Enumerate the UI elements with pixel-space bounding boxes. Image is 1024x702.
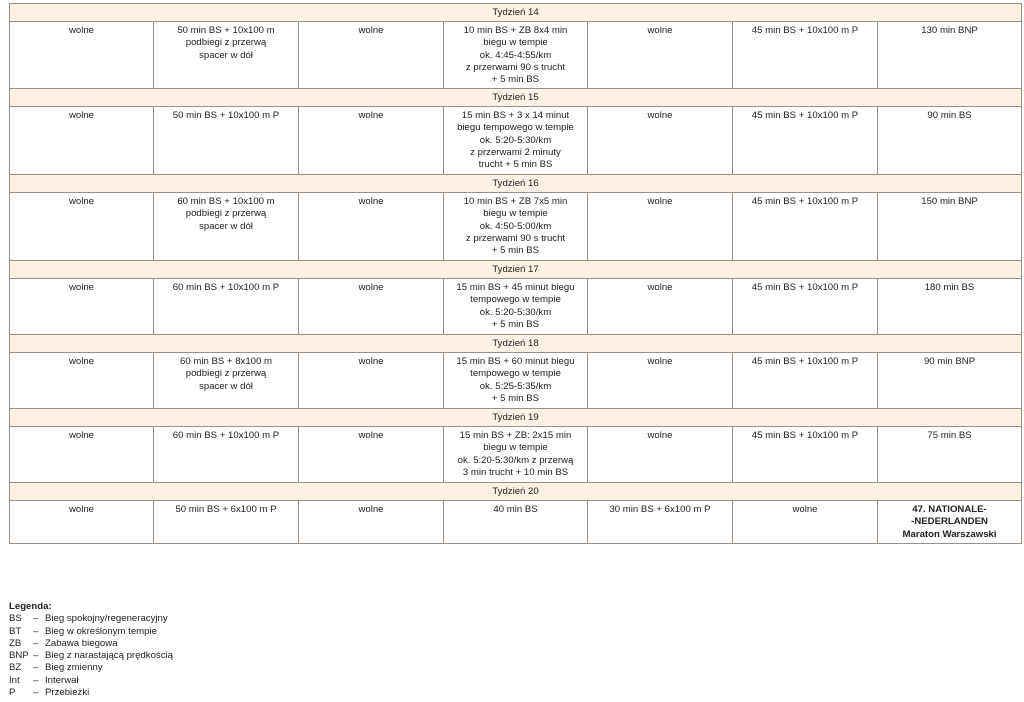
week-header-row (10, 483, 1022, 501)
week-label: Tydzień 20 (10, 483, 1022, 501)
training-plan-table (9, 3, 1022, 544)
week-days-row (10, 353, 1022, 409)
day-cell: 90 min BS (878, 107, 1022, 175)
day-cell: wolne (299, 427, 444, 483)
day-cell: 90 min BNP (878, 353, 1022, 409)
day-cell: wolne (299, 193, 444, 261)
day-cell: 60 min BS + 10x100 m P (154, 427, 299, 483)
week-label: Tydzień 14 (10, 4, 1022, 22)
day-cell: wolne (299, 279, 444, 335)
week-days-row (10, 501, 1022, 544)
week-days-row (10, 427, 1022, 483)
week-days-row (10, 193, 1022, 261)
legend-item (9, 675, 173, 687)
day-cell: 45 min BS + 10x100 m P (733, 427, 878, 483)
day-cell: wolne (10, 193, 154, 261)
day-cell: 45 min BS + 10x100 m P (733, 22, 878, 89)
week-header-row (10, 409, 1022, 427)
day-cell: wolne (588, 22, 733, 89)
day-cell: wolne (10, 501, 154, 544)
day-cell: 50 min BS + 10x100 m P (154, 107, 299, 175)
week-header-row (10, 89, 1022, 107)
day-cell: 15 min BS + 60 minut biegu tempowego w tempie ok. 5:25-5:35/km + 5 min BS (444, 353, 588, 409)
day-cell: 45 min BS + 10x100 m P (733, 193, 878, 261)
day-cell: 15 min BS + 3 x 14 minut biegu tempowego w tempie ok. 5:20-5:30/km z przerwami 2 minuty trucht + 5 min BS (444, 107, 588, 175)
week-header-row (10, 261, 1022, 279)
week-days-row (10, 279, 1022, 335)
legend-abbr: BNP (9, 650, 29, 662)
day-cell: wolne (10, 107, 154, 175)
day-cell: wolne (299, 353, 444, 409)
week-label: Tydzień 15 (10, 89, 1022, 107)
legend-abbr: Int (9, 674, 20, 686)
legend-dash: – (33, 613, 39, 625)
week-label: Tydzień 19 (10, 409, 1022, 427)
legend-dash: – (33, 662, 39, 674)
legend-item (9, 687, 173, 699)
legend-dash: – (33, 687, 39, 699)
legend-item (9, 662, 173, 674)
legend-desc: Bieg w określonym tempie (45, 625, 157, 637)
day-cell: wolne (588, 353, 733, 409)
day-cell: wolne (10, 279, 154, 335)
legend-title: Legenda: (9, 601, 52, 612)
day-cell: 60 min BS + 10x100 m P (154, 279, 299, 335)
legend-desc: Bieg zmienny (45, 662, 103, 674)
day-cell: 40 min BS (444, 501, 588, 544)
legend-abbr: BZ (9, 662, 22, 674)
day-cell: wolne (10, 22, 154, 89)
day-cell: 45 min BS + 10x100 m P (733, 107, 878, 175)
day-cell: 47. NATIONALE- -NEDERLANDEN Maraton Warszawski (878, 501, 1022, 544)
legend-dash: – (33, 637, 39, 649)
legend (9, 601, 173, 699)
day-cell: 60 min BS + 8x100 m podbiegi z przerwą spacer w dół (154, 353, 299, 409)
day-cell: wolne (588, 279, 733, 335)
legend-item (9, 626, 173, 638)
week-header-row (10, 335, 1022, 353)
legend-desc: Przebieżki (45, 687, 90, 699)
day-cell: wolne (10, 427, 154, 483)
legend-item (9, 650, 173, 662)
week-label: Tydzień 16 (10, 175, 1022, 193)
day-cell: wolne (10, 353, 154, 409)
legend-desc: Bieg spokojny/regeneracyjny (45, 613, 168, 625)
week-header-row (10, 4, 1022, 22)
day-cell: wolne (588, 107, 733, 175)
week-label: Tydzień 18 (10, 335, 1022, 353)
legend-dash: – (33, 650, 39, 662)
day-cell: wolne (299, 107, 444, 175)
day-cell: 130 min BNP (878, 22, 1022, 89)
week-days-row (10, 22, 1022, 89)
legend-item (9, 638, 173, 650)
day-cell: 50 min BS + 6x100 m P (154, 501, 299, 544)
day-cell: 50 min BS + 10x100 m podbiegi z przerwą spacer w dół (154, 22, 299, 89)
day-cell: 10 min BS + ZB 7x5 min biegu w tempie ok. 4:50-5:00/km z przerwami 90 s trucht + 5 min BS (444, 193, 588, 261)
week-header-row (10, 175, 1022, 193)
legend-abbr: BT (9, 625, 22, 637)
day-cell: wolne (588, 193, 733, 261)
day-cell: 15 min BS + 45 minut biegu tempowego w tempie ok. 5:20-5:30/km + 5 min BS (444, 279, 588, 335)
legend-abbr: P (9, 687, 16, 699)
legend-dash: – (33, 625, 39, 637)
week-days-row (10, 107, 1022, 175)
legend-desc: Interwał (45, 674, 79, 686)
day-cell: wolne (733, 501, 878, 544)
day-cell: 30 min BS + 6x100 m P (588, 501, 733, 544)
legend-abbr: BS (9, 613, 22, 625)
legend-abbr: ZB (9, 637, 22, 649)
legend-desc: Zabawa biegowa (45, 637, 118, 649)
day-cell: 10 min BS + ZB 8x4 min biegu w tempie ok. 4:45-4:55/km z przerwami 90 s trucht + 5 min BS (444, 22, 588, 89)
day-cell: 15 min BS + ZB: 2x15 min biegu w tempie ok. 5:20-5:30/km z przerwą 3 min trucht + 10 min BS (444, 427, 588, 483)
day-cell: wolne (588, 427, 733, 483)
week-label: Tydzień 17 (10, 261, 1022, 279)
day-cell: 150 min BNP (878, 193, 1022, 261)
legend-item (9, 613, 173, 625)
day-cell: 75 min BS (878, 427, 1022, 483)
day-cell: 180 min BS (878, 279, 1022, 335)
legend-desc: Bieg z narastającą prędkością (45, 650, 173, 662)
day-cell: 60 min BS + 10x100 m podbiegi z przerwą spacer w dół (154, 193, 299, 261)
day-cell: 45 min BS + 10x100 m P (733, 353, 878, 409)
day-cell: wolne (299, 22, 444, 89)
day-cell: wolne (299, 501, 444, 544)
day-cell: 45 min BS + 10x100 m P (733, 279, 878, 335)
legend-dash: – (33, 674, 39, 686)
